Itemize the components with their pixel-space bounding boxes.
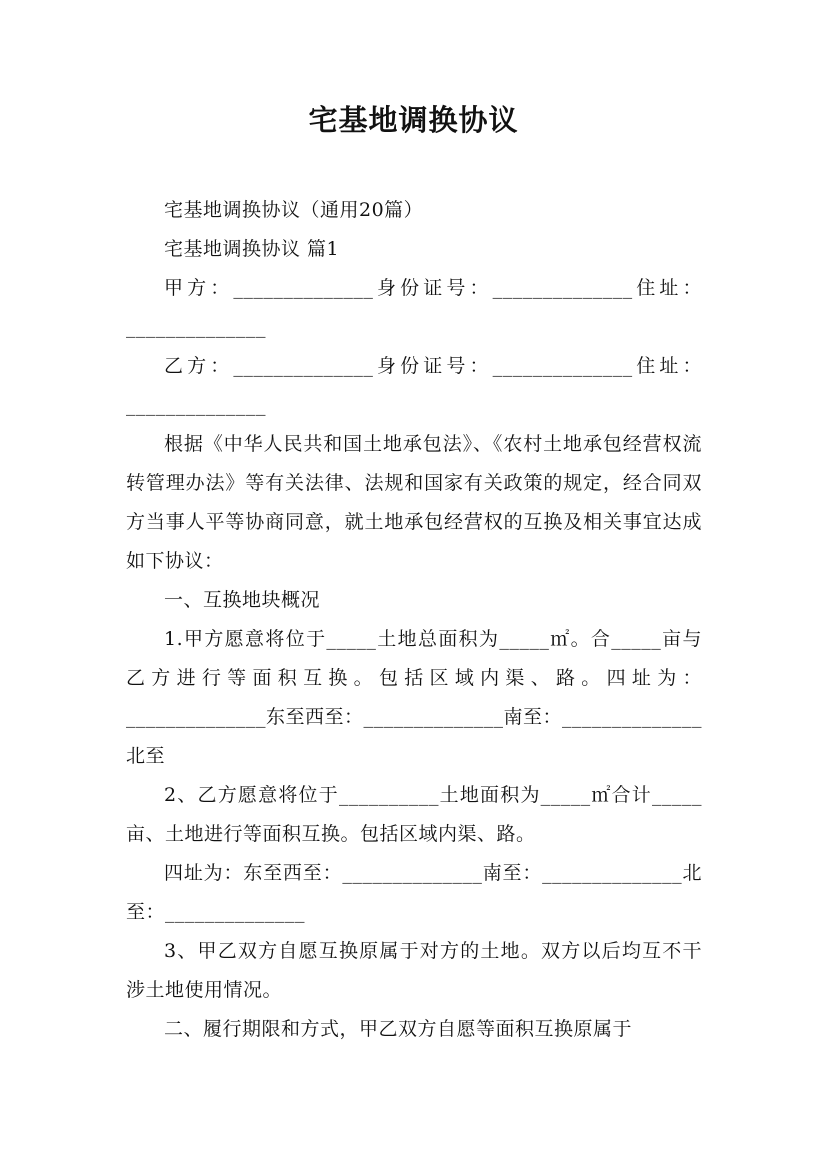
- document-title: 宅基地调换协议: [308, 103, 519, 137]
- clause-1-2: 2、乙方愿意将位于__________土地面积为_____㎡合计_____亩、土地进行等面积互换。包括区域内渠、路。: [126, 784, 702, 845]
- clause-heading-2: 二、履行期限和方式，甲乙双方自愿等面积互换原属于: [164, 1018, 633, 1040]
- clause-1-1: 1.甲方愿意将位于_____土地总面积为_____㎡。合_____亩与乙方进行等面积互换。包括区域内渠、路。四址为：______________东至西至：______________南至：______________北至: [126, 628, 703, 767]
- preamble-paragraph: 根据《中华人民共和国土地承包法》、《农村土地承包经营权流转管理办法》等有关法律、法规和国家有关政策的规定，经合同双方当事人平等协商同意，就土地承包经营权的互换及相关事宜达成如下协议：: [126, 433, 702, 572]
- subtitle-line: 宅基地调换协议（通用20篇）: [164, 199, 424, 221]
- clause-1-3: 3、甲乙双方自愿互换原属于对方的土地。双方以后均互不干涉土地使用情况。: [126, 940, 702, 1001]
- clause-1-2-boundaries: 四址为：东至西至：______________南至：______________北至：______________: [126, 862, 702, 923]
- section-heading: 宅基地调换协议 篇1: [164, 238, 340, 260]
- clause-heading-1: 一、互换地块概况: [164, 589, 321, 611]
- document-body: [126, 191, 702, 1049]
- party-b-line: 乙方：______________身份证号：______________住址：______________: [126, 355, 702, 416]
- party-a-line: 甲方：______________身份证号：______________住址：______________: [126, 277, 702, 338]
